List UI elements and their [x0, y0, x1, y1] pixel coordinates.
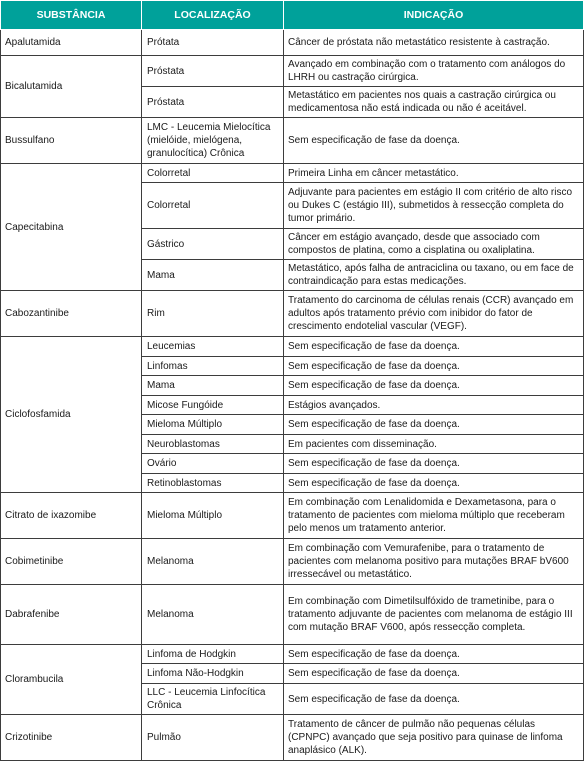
location-cell: LMC - Leucemia Mielocítica (mielóide, mielógena, granulocítica) Crônica [142, 118, 284, 164]
header-substance: SUBSTÂNCIA [1, 1, 142, 30]
location-cell: Linfoma Não-Hodgkin [142, 664, 284, 684]
header-indication: INDICAÇÃO [284, 1, 584, 30]
substance-cell: Cabozantinibe [1, 291, 142, 337]
location-cell: Melanoma [142, 585, 284, 645]
indication-cell: Sem especificação de fase da doença. [284, 337, 584, 357]
indication-cell: Tratamento de câncer de pulmão não pequenas células (CPNPC) avançado que seja positivo para quinase de linfoma anaplásico (ALK). [284, 715, 584, 761]
indication-cell: Primeira Linha em câncer metastático. [284, 164, 584, 183]
location-cell: Retinoblastomas [142, 474, 284, 493]
substance-cell: Apalutamida [1, 30, 142, 56]
table-header [1, 1, 584, 30]
substance-cell: Capecitabina [1, 164, 142, 291]
table-row [1, 715, 584, 761]
location-cell: Mieloma Múltiplo [142, 415, 284, 435]
indication-cell: Sem especificação de fase da doença. [284, 684, 584, 715]
indication-cell: Câncer em estágio avançado, desde que associado com compostos de platina, como a cisplatina ou oxaliplatina. [284, 229, 584, 260]
table-row [1, 337, 584, 357]
location-cell: Linfoma de Hodgkin [142, 645, 284, 664]
location-cell: Neuroblastomas [142, 435, 284, 454]
indication-cell: Avançado em combinação com o tratamento com análogos do LHRH ou castração cirúrgica. [284, 56, 584, 87]
location-cell: Rim [142, 291, 284, 337]
location-cell: Próstata [142, 87, 284, 118]
indication-cell: Em combinação com Vemurafenibe, para o tratamento de pacientes com melanoma positivo para mutações BRAF bV600 irressecável ou metastático. [284, 539, 584, 585]
header-row [1, 1, 584, 30]
indication-cell: Sem especificação de fase da doença. [284, 415, 584, 435]
substance-cell: Bicalutamida [1, 56, 142, 118]
indication-cell: Metastático, após falha de antraciclina ou taxano, ou em face de contraindicação para estas medicações. [284, 260, 584, 291]
indication-cell: Em pacientes com disseminação. [284, 435, 584, 454]
location-cell: Mama [142, 376, 284, 396]
table-body [1, 30, 584, 761]
table-row [1, 56, 584, 87]
indication-cell: Câncer de próstata não metastático resistente à castração. [284, 30, 584, 56]
table-row [1, 539, 584, 585]
table-row [1, 645, 584, 664]
substance-cell: Crizotinibe [1, 715, 142, 761]
location-cell: Pulmão [142, 715, 284, 761]
substance-cell: Clorambucila [1, 645, 142, 715]
indication-cell: Em combinação com Lenalidomida e Dexametasona, para o tratamento de pacientes com mieloma múltiplo que receberam pelo menos um tratamento anterior. [284, 493, 584, 539]
location-cell: Linfomas [142, 357, 284, 376]
indication-cell: Metastático em pacientes nos quais a castração cirúrgica ou medicamentosa não está indicada ou não é aceitável. [284, 87, 584, 118]
substance-cell: Bussulfano [1, 118, 142, 164]
indication-cell: Sem especificação de fase da doença. [284, 645, 584, 664]
indication-cell: Sem especificação de fase da doença. [284, 474, 584, 493]
location-cell: Prótata [142, 30, 284, 56]
indication-cell: Tratamento do carcinoma de células renais (CCR) avançado em adultos após tratamento prévio com inibidor do fator de crescimento endotelial vascular (VEGF). [284, 291, 584, 337]
header-location: LOCALIZAÇÃO [142, 1, 284, 30]
indication-cell: Sem especificação de fase da doença. [284, 454, 584, 474]
location-cell: Próstata [142, 56, 284, 87]
substance-cell: Citrato de ixazomibe [1, 493, 142, 539]
location-cell: Mieloma Múltiplo [142, 493, 284, 539]
indication-cell: Estágios avançados. [284, 396, 584, 415]
substance-cell: Cobimetinibe [1, 539, 142, 585]
location-cell: Melanoma [142, 539, 284, 585]
location-cell: Colorretal [142, 164, 284, 183]
indication-cell: Em combinação com Dimetilsulfóxido de trametinibe, para o tratamento adjuvante de pacientes com melanoma de estágio III com mutação BRAF V600, após ressecção completa. [284, 585, 584, 645]
location-cell: Colorretal [142, 183, 284, 229]
table-row [1, 164, 584, 183]
location-cell: Gástrico [142, 229, 284, 260]
indication-cell: Adjuvante para pacientes em estágio II com critério de alto risco ou Dukes C (estágio III), submetidos à ressecção completa do tumor primário. [284, 183, 584, 229]
indication-cell: Sem especificação de fase da doença. [284, 664, 584, 684]
location-cell: Ovário [142, 454, 284, 474]
location-cell: Micose Fungóide [142, 396, 284, 415]
substance-cell: Ciclofosfamida [1, 337, 142, 493]
table-row [1, 291, 584, 337]
table-row [1, 585, 584, 645]
indication-cell: Sem especificação de fase da doença. [284, 357, 584, 376]
location-cell: LLC - Leucemia Linfocítica Crônica [142, 684, 284, 715]
table-row [1, 118, 584, 164]
indication-cell: Sem especificação de fase da doença. [284, 376, 584, 396]
table-row [1, 30, 584, 56]
table-row [1, 493, 584, 539]
indication-cell: Sem especificação de fase da doença. [284, 118, 584, 164]
location-cell: Mama [142, 260, 284, 291]
location-cell: Leucemias [142, 337, 284, 357]
substance-cell: Dabrafenibe [1, 585, 142, 645]
